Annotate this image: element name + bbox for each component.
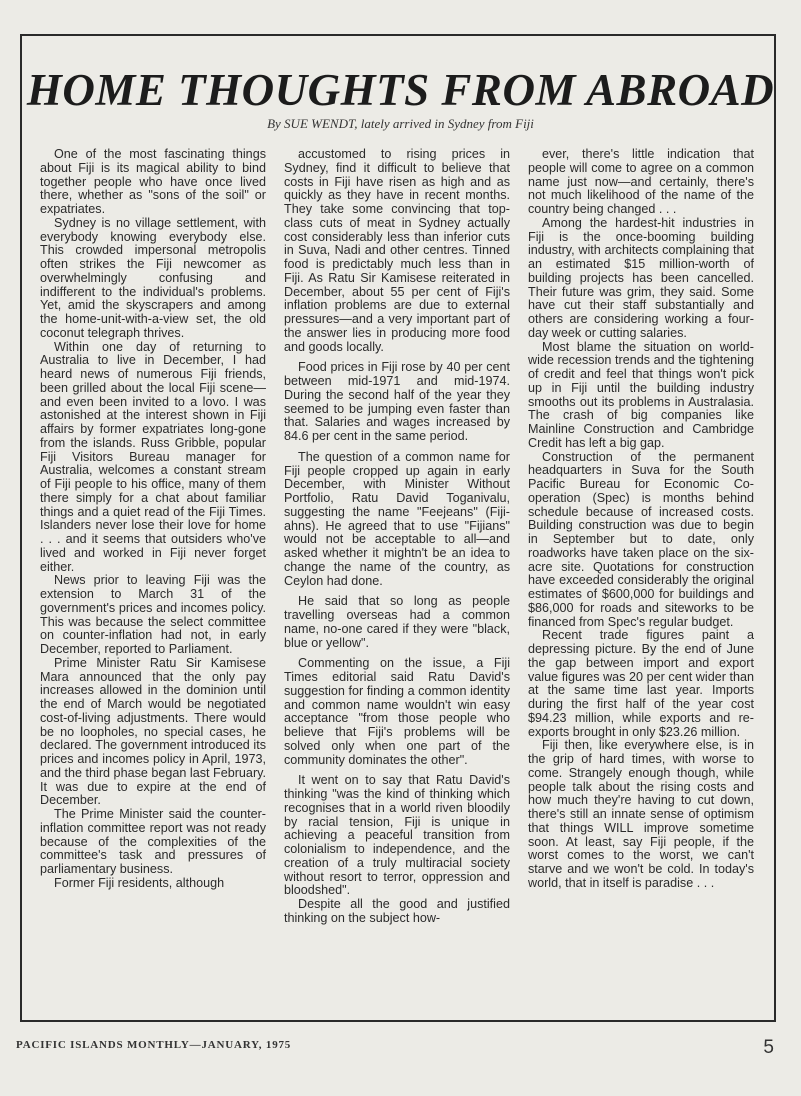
article-paragraph: Sydney is no village settlement, with everybody knowing everybody else. This crowded impersonal metropolis often strikes the Fiji newcomer as overwhelmingly confusing and indifferent to the individual's problems. Yet, amid the skyscrapers and among the home-unit-with-a-view set, the old coconut telegraph thrives. bbox=[40, 215, 266, 340]
page-number: 5 bbox=[763, 1037, 774, 1058]
article-paragraph: Food prices in Fiji rose by 40 per cent between mid-1971 and mid-1974. During the second half of the year they seemed to be jumping even faster than that. Salaries and wages increased by 84.6 per cent in the same period. bbox=[284, 360, 510, 443]
article-paragraph: Among the hardest-hit industries in Fiji is the once-booming building industry, with architects complaining that an estimated $15 million-worth of building projects has been cancelled. Their future was grim, they said. Some have cut their staff substantially and others are considering working a four-day week or cutting salaries. bbox=[528, 215, 754, 340]
article-paragraph: Despite all the good and justified thinking on the subject how- bbox=[284, 897, 510, 925]
text-column-2 bbox=[284, 148, 510, 926]
article-paragraph: News prior to leaving Fiji was the extension to March 31 of the government's prices and incomes policy. This was because the select committee on counter-inflation had not, in early December, reported to Parliament. bbox=[40, 573, 266, 656]
article-paragraph: Construction of the permanent headquarters in Suva for the South Pacific Bureau for Economic Co-operation (Spec) is months behind schedule because of increased costs. Building construction was due to begin in September but to date, only roadworks have taken place on the six-acre site. Quotations for construction have exceeded considerably the original estimates of $600,000 for buildings and $86,000 for roads and siteworks to be financed from Spec's regular budget. bbox=[528, 449, 754, 629]
article-paragraph: He said that so long as people travelling overseas had a common name, no-one cared if they were "black, blue or yellow". bbox=[284, 594, 510, 650]
article-paragraph: Commenting on the issue, a Fiji Times editorial said Ratu David's suggestion for finding a common identity and common name wouldn't win easy acceptance "from those people who believe that Fiji's problems will be solved only when one part of the community dominates the other". bbox=[284, 656, 510, 767]
text-column-3 bbox=[528, 148, 754, 891]
article-paragraph: The Prime Minister said the counter-inflation committee report was not ready because of the complexities of the committee's task and pressures of parliamentary business. bbox=[40, 807, 266, 876]
article-paragraph: It went on to say that Ratu David's thinking "was the kind of thinking which recognises that in a world riven bloodily by racial tension, Fiji is unique in achieving a peaceful transition from colonialism to independence, and the creation of a truly multiracial society without resort to terror, oppression and bloodshed". bbox=[284, 773, 510, 898]
article-paragraph: Prime Minister Ratu Sir Kamisese Mara announced that the only pay increases allowed in the dominion until the end of March would be negotiated cost-of-living adjustments. There would be no loopholes, no special cases, he declared. The government introduced its prices and incomes policy in April, 1973, and the third phase began last February. It was due to expire at the end of December. bbox=[40, 655, 266, 808]
text-column-1 bbox=[40, 148, 266, 891]
article-paragraph: One of the most fascinating things about Fiji is its magical ability to bind together people who have once lived there, whether as "sons of the soil" or expatriates. bbox=[40, 147, 266, 216]
article-paragraph: Former Fiji residents, although bbox=[54, 875, 225, 890]
article-byline: By SUE WENDT, lately arrived in Sydney from Fiji bbox=[267, 116, 534, 131]
article-paragraph: ever, there's little indication that people will come to agree on a common name just now—and certainly, there's not much likelihood of the name of the country being changed . . . bbox=[528, 147, 754, 216]
publication-line: PACIFIC ISLANDS MONTHLY—JANUARY, 1975 bbox=[16, 1039, 292, 1051]
article-paragraph: Recent trade figures paint a depressing picture. By the end of June the gap between import and export value figures was 20 per cent wider than at the same time last year. Imports during the first half of the year cost $94.23 million, while exports and re-exports brought in only $23.26 million. bbox=[528, 628, 754, 739]
article-paragraph: Within one day of returning to Australia to live in December, I had heard news of numerous Fiji friends, been grilled about the local Fiji scene—and even been invited to a lovo. I was astonished at the interest shown in Fiji affairs by former expatriates long-gone from the islands. Russ Gribble, popular Fiji Visitors Bureau manager for Australia, welcomes a constant stream of Fiji people to his office, many of them there simply for a chat about familiar things and a quiet read of the Fiji Times. Islanders never lose their love for home . . . and it seems that outsiders who've lived and worked in Fiji never forget either. bbox=[40, 339, 266, 574]
article-paragraph: The question of a common name for Fiji people cropped up again in early December, with Minister Without Portfolio, Ratu David Toganivalu, suggesting the name "Feejeans" (Fiji-ahns). He agreed that to use "Fijians" would not be acceptable to all—and asked whether it mightn't be an idea to change the name of the country, as Ceylon had done. bbox=[284, 449, 510, 588]
article-title: HOME THOUGHTS FROM ABROAD bbox=[26, 65, 775, 115]
page-footer bbox=[16, 1037, 786, 1061]
article-paragraph: Most blame the situation on world-wide recession trends and the tightening of credit and feel that things won't pick up in Fiji until the building industry smooths out its problems in Australasia. The crash of big companies like Mainline Construction and Cambridge Credit has left a big gap. bbox=[528, 339, 754, 450]
article-paragraph: Fiji then, like everywhere else, is in the grip of hard times, with worse to come. Strangely enough though, while people talk about the rising costs and how much they're having to cut down, there's still an innate sense of optimism that things WILL improve sometime soon. At least, say Fiji people, if the worst comes to the worst, we can't starve and we won't be cold. In today's world, that in itself is paradise . . . bbox=[528, 738, 754, 890]
article-paragraph: accustomed to rising prices in Sydney, find it difficult to believe that costs in Fiji have risen as high and as quickly as they have in recent months. They take some convincing that top-class cuts of meat in Sydney actually cost considerably less than inferior cuts in Suva, Nadi and other centres. Tinned food is predictably much less than in Fiji. As Ratu Sir Kamisese reiterated in December, about 55 per cent of Fiji's inflation problems are due to external pressures—and a very important part of the answer lies in producing more food and goods locally. bbox=[284, 147, 510, 354]
